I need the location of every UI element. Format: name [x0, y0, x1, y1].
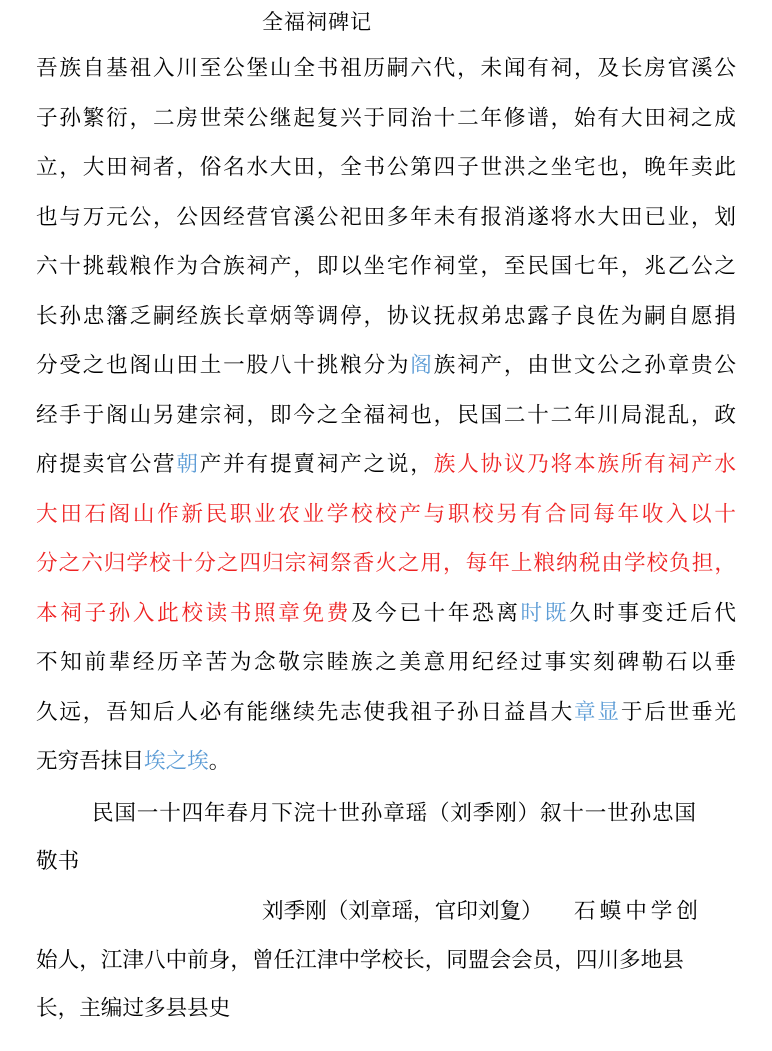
body-line [36, 598, 736, 630]
red-text-segment: 族人协议乃将本族所有祠产水 [433, 452, 736, 477]
body-line [36, 152, 736, 184]
blue-text-segment: 章显 [574, 700, 621, 725]
text-segment: 分受之也阁山田土一股八十挑粮分为 [36, 353, 411, 378]
red-text-segment: 分之六归学校十分之四归宗祠祭香火之用，每年上粮纳税由学校负担， [36, 551, 736, 576]
author-bio-header [262, 896, 702, 928]
body-line [36, 53, 736, 85]
author-school: 石蟆中学创 [574, 899, 702, 924]
text-segment: 久远，吾知后人必有能继续先志使我祖子孙日益昌大 [36, 700, 575, 725]
text-segment: 不知前辈经历辛苦为念敬宗睦族之美意用纪经过事实刻碑勒石以垂 [36, 650, 736, 675]
text-segment: 立，大田祠者，俗名水大田，全书公第四子世洪之坐宅也，晚年卖此 [36, 155, 736, 180]
text-segment: 及今已十年恐离 [350, 601, 521, 626]
red-text-segment: 大田石阁山作新民职业农业学校校产与职校另有合同每年收入以十 [36, 502, 736, 527]
text-segment: 于后世垂光 [620, 700, 736, 725]
blue-text-segment: 阁 [410, 353, 434, 378]
text-segment: 也与万元公，公因经营官溪公祀田多年未有报消遂将水大田已业，划 [36, 205, 736, 230]
text-segment: 子孙繁衍，二房世荣公继起复兴于同治十二年修谱，始有大田祠之成 [36, 106, 736, 131]
blue-text-segment: 朝 [176, 452, 200, 477]
body-line [36, 548, 736, 580]
body-line [36, 202, 736, 234]
text-segment: 无穷吾抹目 [36, 749, 144, 774]
document-title: 全福祠碑记 [262, 10, 372, 34]
text-segment: 族祠产，由世文公之孙章贵公 [433, 353, 736, 378]
author-bio-line: 始人，江津八中前身，曾任江津中学校长，同盟会会员，四川多地县 [36, 948, 684, 973]
body-line [36, 251, 736, 283]
text-segment: 久时事变迁后代 [569, 601, 736, 626]
author-bio-line: 长，主编过多县县史 [36, 996, 231, 1021]
body-line [36, 103, 736, 135]
body-line [36, 449, 736, 481]
body-line [36, 301, 736, 333]
body-line [36, 647, 736, 679]
text-segment: 。 [208, 749, 231, 774]
text-segment: 府提卖官公营 [36, 452, 177, 477]
signature-line-continued: 敬书 [36, 849, 80, 874]
red-text-segment: 本祠子孙入此校读书照章免费 [36, 601, 351, 626]
body-line [36, 697, 736, 729]
body-line [36, 350, 736, 382]
body-line [36, 746, 736, 778]
signature-line: 民国一十四年春月下浣十世孙章瑶（刘季刚）叙十一世孙忠国 [92, 801, 696, 826]
blue-text-segment: 埃之埃 [143, 749, 209, 774]
text-segment: 产并有提賣祠产之说， [199, 452, 434, 477]
body-line [36, 499, 736, 531]
author-name: 刘季刚（刘章瑶，官印刘夐） [262, 899, 543, 924]
text-segment: 长孙忠籓乏嗣经族长章炳等调停，协议抚叔弟忠露子良佐为嗣自愿捐 [36, 304, 736, 329]
text-segment: 吾族自基祖入川至公堡山全书祖历嗣六代，未闻有祠，及长房官溪公 [36, 56, 736, 81]
blue-text-segment: 时既 [520, 601, 570, 626]
text-segment: 经手于阁山另建宗祠，即今之全福祠也，民国二十二年川局混乱，政 [36, 403, 736, 428]
text-segment: 六十挑载粮作为合族祠产，即以坐宅作祠堂，至民国七年，兆乙公之 [36, 254, 736, 279]
body-line [36, 400, 736, 432]
